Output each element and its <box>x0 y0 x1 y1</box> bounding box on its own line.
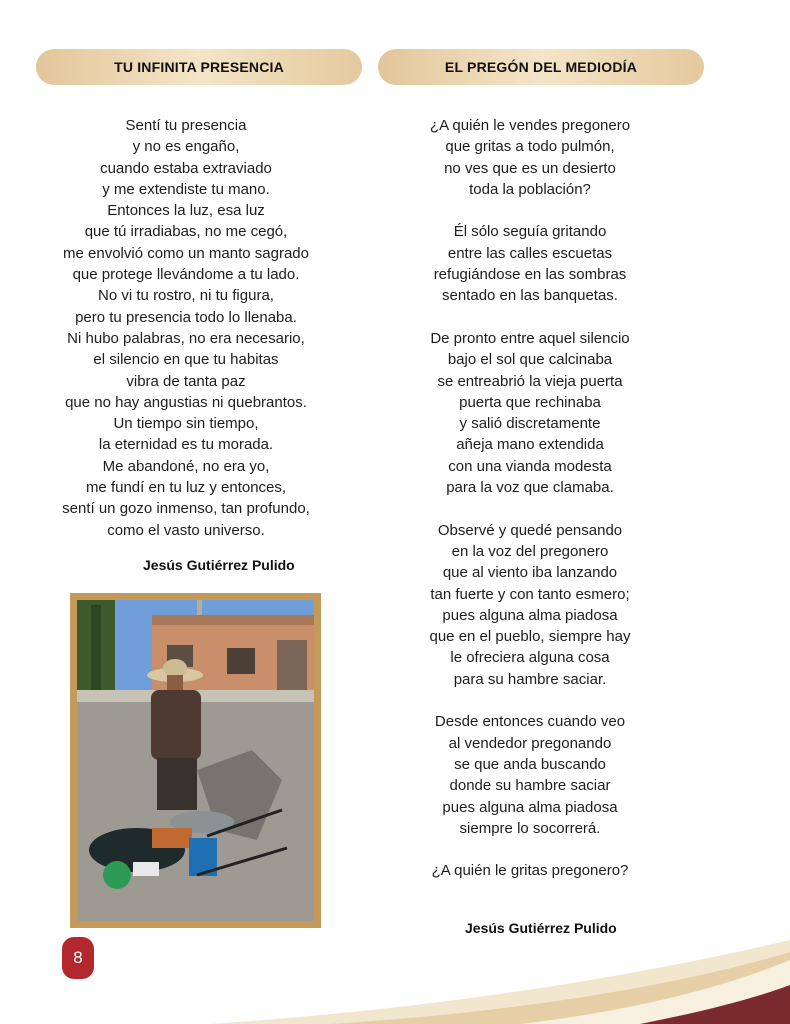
poem-line: Entonces la luz, esa luz <box>107 202 265 220</box>
poem-line: tan fuerte y con tanto esmero; <box>430 585 630 603</box>
poem-line: que en el pueblo, siempre hay <box>429 628 631 646</box>
author-right: Jesús Gutiérrez Pulido <box>465 920 617 936</box>
poem-line: me fundí en tu luz y entonces, <box>85 479 287 497</box>
poem-line: Sentí tu presencia <box>125 117 247 134</box>
poem-line: pues alguna alma piadosa <box>442 606 618 624</box>
poem-title-banner-left <box>36 49 362 85</box>
poem-line: pero tu presencia todo lo llenaba. <box>75 308 297 326</box>
poem-line: ¿A quién le vendes pregonero <box>429 117 631 134</box>
poem-line: me envolvió como un manto sagrado <box>63 244 309 262</box>
poem-line: sentado en las banquetas. <box>442 287 618 305</box>
poem-line: Él sólo seguía gritando <box>453 223 607 241</box>
poem-title-banner-right <box>378 49 704 85</box>
poem-line: no ves que es un desierto <box>444 159 616 177</box>
poem-right <box>380 115 680 882</box>
poem-line: No vi tu rostro, ni tu figura, <box>98 287 274 305</box>
poem-title-right: EL PREGÓN DEL MEDIODÍA <box>444 59 638 75</box>
poem-line: y salió discretamente <box>459 415 601 433</box>
poem-line: que tú irradiabas, no me cegó, <box>84 223 288 241</box>
poem-line: en la voz del pregonero <box>451 542 609 560</box>
photo-illustration <box>77 600 314 921</box>
poem-line: Observé y quedé pensando <box>437 521 623 539</box>
poem-line: la eternidad es tu morada. <box>98 436 274 454</box>
poem-line: añeja mano extendida <box>456 436 604 454</box>
poem-line: con una vianda modesta <box>448 457 612 475</box>
poem-line: y me extendiste tu mano. <box>102 180 270 198</box>
poem-line: donde su hambre saciar <box>449 777 611 795</box>
poem-line: ¿A quién le gritas pregonero? <box>431 862 629 880</box>
poem-line: refugiándose en las sombras <box>433 266 627 284</box>
poem-line: Un tiempo sin tiempo, <box>113 415 259 433</box>
poem-line: como el vasto universo. <box>107 521 265 539</box>
poem-line: toda la población? <box>469 180 591 198</box>
poem-line: y no es engaño, <box>132 138 240 156</box>
poem-line: vibra de tanta paz <box>126 372 246 390</box>
poem-line: bajo el sol que calcinaba <box>447 351 613 369</box>
poem-line: pues alguna alma piadosa <box>442 798 618 816</box>
poem-line: le ofreciera alguna cosa <box>450 649 610 667</box>
stanza-break <box>380 498 680 519</box>
poem-line: que protege llevándome a tu lado. <box>72 266 300 284</box>
poem-line: que no hay angustias ni quebrantos. <box>65 393 307 411</box>
poem-line: que al viento iba lanzando <box>442 564 618 582</box>
poem-line: entre las calles escuetas <box>447 244 613 262</box>
poem-line: para la voz que clamaba. <box>446 479 614 497</box>
poem-line: Desde entonces cuando veo <box>434 713 626 731</box>
stanza-break <box>380 690 680 711</box>
stanza-break <box>380 200 680 221</box>
poem-title-left: TU INFINITA PRESENCIA <box>114 59 284 75</box>
poem-line: cuando estaba extraviado <box>100 159 272 177</box>
stanza-break <box>380 307 680 328</box>
poem-line: sentí un gozo inmenso, tan profundo, <box>62 500 310 518</box>
street-vendor-photo <box>70 593 321 928</box>
poem-line: el silencio en que tu habitas <box>93 351 279 369</box>
poem-line: se que anda buscando <box>454 755 606 773</box>
poem-line: se entreabrió la vieja puerta <box>437 372 623 390</box>
poem-line: Me abandoné, no era yo, <box>102 457 270 475</box>
decorative-swoosh <box>0 930 790 1024</box>
poem-line: que gritas a todo pulmón, <box>445 138 615 156</box>
poem-line: Ni hubo palabras, no era necesario, <box>67 329 305 347</box>
stanza-break <box>380 839 680 860</box>
poem-line: al vendedor pregonando <box>448 734 612 752</box>
poem-line: De pronto entre aquel silencio <box>430 329 630 347</box>
page-number: 8 <box>73 948 83 967</box>
poem-line: para su hambre saciar. <box>453 670 607 688</box>
poem-line: siempre lo socorrerá. <box>459 819 601 837</box>
author-left: Jesús Gutiérrez Pulido <box>143 557 295 573</box>
poem-line: puerta que rechinaba <box>459 393 601 411</box>
poem-left <box>36 115 336 541</box>
